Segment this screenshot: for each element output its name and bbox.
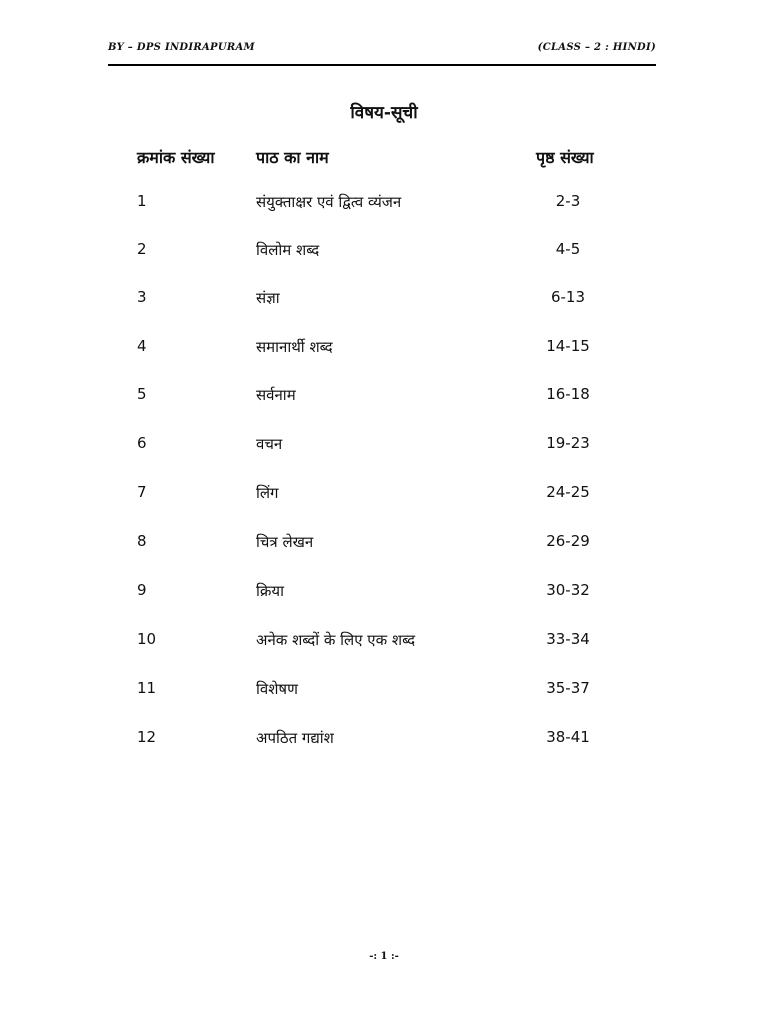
lesson-name: विशेषण	[256, 680, 298, 698]
table-row	[0, 483, 768, 513]
table-row	[0, 728, 768, 758]
page-range: 24-25	[546, 483, 590, 501]
column-header-lesson: पाठ का नाम	[256, 148, 329, 167]
serial-number: 6	[137, 434, 147, 452]
page-range: 33-34	[546, 630, 590, 648]
lesson-name: क्रिया	[256, 582, 284, 600]
serial-number: 9	[137, 581, 147, 599]
lesson-name: संयुक्ताक्षर एवं द्वित्व व्यंजन	[256, 193, 402, 211]
table-row	[0, 337, 768, 367]
lesson-name: विलोम शब्द	[256, 241, 320, 259]
serial-number: 12	[137, 728, 157, 746]
lesson-name: चित्र लेखन	[256, 533, 314, 551]
lesson-name: वचन	[256, 435, 283, 453]
serial-number: 8	[137, 532, 147, 550]
page-number: -: 1 :-	[369, 951, 399, 962]
lesson-name: लिंग	[256, 484, 279, 502]
serial-number: 10	[137, 630, 157, 648]
table-row	[0, 240, 768, 270]
page-range: 30-32	[546, 581, 590, 599]
table-row	[0, 192, 768, 222]
table-row	[0, 434, 768, 464]
page-range: 19-23	[546, 434, 590, 452]
table-header-row	[0, 146, 768, 176]
column-header-page: पृष्ठ संख्या	[536, 148, 594, 167]
column-header-serial: क्रमांक संख्या	[137, 148, 215, 167]
serial-number: 4	[137, 337, 147, 355]
table-row	[0, 630, 768, 660]
page-range: 6-13	[550, 288, 586, 306]
serial-number: 5	[137, 385, 147, 403]
header-class: (CLASS – 2 : HINDI)	[537, 42, 656, 53]
page-title: विषय-सूची	[350, 103, 418, 123]
page-range: 2-3	[555, 192, 581, 210]
page-range: 26-29	[546, 532, 590, 550]
serial-number: 1	[137, 192, 147, 210]
table-row	[0, 581, 768, 611]
lesson-name: सर्वनाम	[256, 386, 296, 404]
lesson-name: अपठित गद्यांश	[256, 729, 334, 747]
serial-number: 3	[137, 288, 147, 306]
lesson-name: संज्ञा	[256, 289, 280, 307]
table-row	[0, 385, 768, 415]
page-range: 35-37	[546, 679, 590, 697]
table-row	[0, 288, 768, 318]
table-row	[0, 532, 768, 562]
table-row	[0, 679, 768, 709]
page-range: 16-18	[546, 385, 590, 403]
page-range: 14-15	[546, 337, 590, 355]
lesson-name: समानार्थी शब्द	[256, 338, 333, 356]
header-school: BY – DPS INDIRAPURAM	[108, 42, 255, 53]
page-header	[108, 40, 656, 66]
serial-number: 7	[137, 483, 147, 501]
lesson-name: अनेक शब्दों के लिए एक शब्द	[256, 631, 416, 649]
page-range: 38-41	[546, 728, 590, 746]
serial-number: 11	[137, 679, 157, 697]
serial-number: 2	[137, 240, 147, 258]
page-range: 4-5	[555, 240, 581, 258]
